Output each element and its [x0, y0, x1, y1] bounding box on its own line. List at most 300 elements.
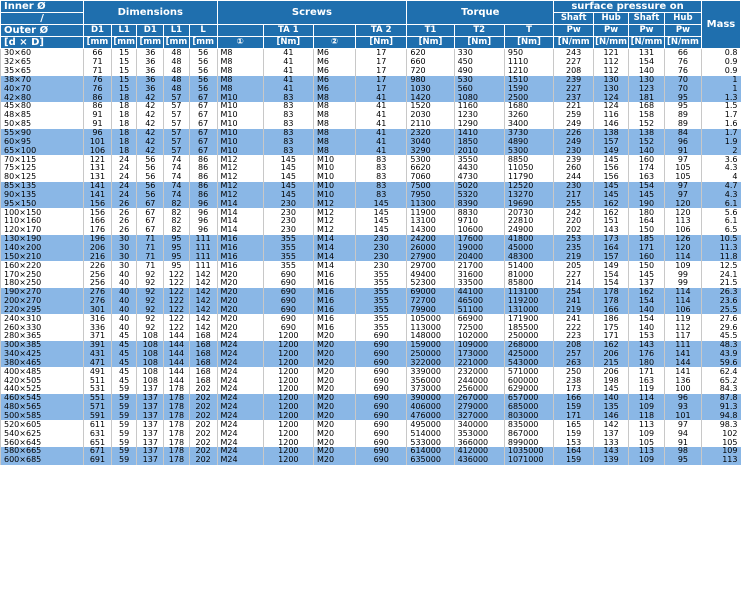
- cell-screw-1: M24: [217, 385, 263, 394]
- unit-nmm-4: [N/mm: [664, 37, 701, 49]
- cell-screw-2: M20: [313, 394, 355, 403]
- header-pw-1: Pw: [554, 25, 594, 37]
- cell-screw-1: M20: [217, 314, 263, 323]
- table-row: [1, 456, 741, 465]
- cell-l1: 45: [111, 376, 137, 385]
- cell-mass: 5.6: [701, 208, 740, 217]
- cell-l1b: 178: [164, 420, 190, 429]
- cell-screw-1: M20: [217, 305, 263, 314]
- cell-d1b: 56: [137, 182, 164, 191]
- cell-hub-pw-2: 105: [664, 164, 701, 173]
- cell-size: 50×85: [1, 120, 84, 129]
- cell-d1b: 92: [137, 323, 164, 332]
- cell-screw-2: M16: [313, 279, 355, 288]
- header-dxd: [d × D]: [1, 37, 84, 49]
- table-row: [1, 76, 741, 85]
- cell-hub-pw-2: 141: [664, 350, 701, 359]
- cell-t1: 3290: [407, 146, 454, 155]
- cell-shaft-pw-2: 113: [629, 420, 665, 429]
- cell-l1: 30: [111, 261, 137, 270]
- cell-size: 220×295: [1, 305, 84, 314]
- cell-size: 160×220: [1, 261, 84, 270]
- cell-t: 3260: [504, 111, 553, 120]
- cell-size: 85×135: [1, 182, 84, 191]
- cell-l1: 59: [111, 420, 137, 429]
- cell-d1: 76: [84, 76, 112, 85]
- cell-t1: 79900: [407, 305, 454, 314]
- cell-d1: 571: [84, 403, 112, 412]
- cell-mass: 25.5: [701, 305, 740, 314]
- cell-t2: 31600: [454, 270, 504, 279]
- cell-l1b: 95: [164, 235, 190, 244]
- cell-size: 100×150: [1, 208, 84, 217]
- cell-shaft-pw-2: 154: [629, 314, 665, 323]
- cell-shaft-pw-1: 260: [554, 164, 594, 173]
- cell-l1b: 57: [164, 102, 190, 111]
- cell-ta1: 1200: [263, 385, 313, 394]
- cell-l: 67: [189, 137, 217, 146]
- unit-mm-4: [mm: [164, 37, 190, 49]
- cell-l1: 40: [111, 270, 137, 279]
- cell-d1b: 42: [137, 111, 164, 120]
- cell-l: 202: [189, 412, 217, 421]
- cell-screw-2: M20: [313, 350, 355, 359]
- cell-hub-pw-1: 206: [594, 367, 629, 376]
- cell-hub-pw-2: 98: [664, 447, 701, 456]
- cell-screw-2: M6: [313, 49, 355, 58]
- cell-d1: 206: [84, 244, 112, 253]
- cell-d1: 101: [84, 137, 112, 146]
- cell-d1: 551: [84, 394, 112, 403]
- screw-symbol-1: ①: [217, 37, 263, 49]
- cell-t: 11050: [504, 164, 553, 173]
- table-row: [1, 429, 741, 438]
- cell-l1b: 57: [164, 146, 190, 155]
- cell-l1b: 82: [164, 199, 190, 208]
- cell-l1b: 144: [164, 367, 190, 376]
- cell-hub-pw-2: 95: [664, 456, 701, 465]
- cell-ta1: 1200: [263, 420, 313, 429]
- cell-hub-pw-1: 175: [594, 323, 629, 332]
- cell-mass: 98.3: [701, 420, 740, 429]
- cell-hub-pw-1: 156: [594, 173, 629, 182]
- table-row: [1, 129, 741, 138]
- cell-hub-pw-1: 157: [594, 252, 629, 261]
- cell-mass: 59.6: [701, 359, 740, 368]
- cell-ta1: 83: [263, 129, 313, 138]
- table-row: [1, 67, 741, 76]
- cell-ta1: 230: [263, 217, 313, 226]
- cell-d1: 316: [84, 314, 112, 323]
- cell-d1: 471: [84, 359, 112, 368]
- cell-shaft-pw-2: 190: [629, 199, 665, 208]
- header-screw-1: [217, 25, 263, 37]
- cell-shaft-pw-2: 118: [629, 412, 665, 421]
- cell-t2: 1230: [454, 111, 504, 120]
- unit-nmm-3: [N/mm: [629, 37, 665, 49]
- cell-t: 867000: [504, 429, 553, 438]
- cell-size: 32×65: [1, 58, 84, 67]
- cell-screw-2: M14: [313, 252, 355, 261]
- cell-shaft-pw-1: 217: [554, 191, 594, 200]
- cell-ta2: 17: [356, 67, 407, 76]
- cell-d1b: 36: [137, 49, 164, 58]
- cell-d1b: 108: [137, 332, 164, 341]
- cell-screw-1: M16: [217, 252, 263, 261]
- cell-hub-pw-2: 96: [664, 137, 701, 146]
- cell-shaft-pw-1: 208: [554, 67, 594, 76]
- cell-screw-2: M20: [313, 403, 355, 412]
- cell-mass: 26.3: [701, 288, 740, 297]
- cell-t2: 173000: [454, 350, 504, 359]
- cell-l: 96: [189, 226, 217, 235]
- cell-l1b: 95: [164, 261, 190, 270]
- cell-screw-2: M16: [313, 323, 355, 332]
- cell-d1b: 108: [137, 341, 164, 350]
- cell-screw-2: M16: [313, 305, 355, 314]
- cell-screw-1: M20: [217, 279, 263, 288]
- cell-t2: 1850: [454, 137, 504, 146]
- cell-hub-pw-1: 162: [594, 341, 629, 350]
- cell-t2: 5320: [454, 191, 504, 200]
- cell-size: 35×65: [1, 67, 84, 76]
- cell-t2: 46500: [454, 297, 504, 306]
- cell-ta1: 690: [263, 270, 313, 279]
- cell-t1: 2110: [407, 120, 454, 129]
- cell-l1b: 74: [164, 155, 190, 164]
- cell-ta2: 145: [356, 217, 407, 226]
- cell-screw-1: M24: [217, 332, 263, 341]
- cell-hub-pw-2: 91: [664, 146, 701, 155]
- cell-shaft-pw-1: 255: [554, 199, 594, 208]
- cell-hub-pw-2: 76: [664, 67, 701, 76]
- cell-hub-pw-1: 145: [594, 385, 629, 394]
- cell-ta2: 17: [356, 76, 407, 85]
- cell-d1b: 108: [137, 376, 164, 385]
- cell-shaft-pw-1: 164: [554, 447, 594, 456]
- cell-mass: 62.4: [701, 367, 740, 376]
- cell-screw-2: M8: [313, 146, 355, 155]
- cell-ta2: 230: [356, 244, 407, 253]
- cell-t1: 2320: [407, 129, 454, 138]
- header-t1: T1: [407, 25, 454, 37]
- table-row: [1, 199, 741, 208]
- cell-d1b: 36: [137, 58, 164, 67]
- cell-t1: 29700: [407, 261, 454, 270]
- cell-d1: 121: [84, 155, 112, 164]
- cell-screw-2: M20: [313, 376, 355, 385]
- cell-d1b: 137: [137, 412, 164, 421]
- cell-l1b: 122: [164, 279, 190, 288]
- cell-l1: 45: [111, 341, 137, 350]
- cell-l1: 24: [111, 173, 137, 182]
- cell-d1b: 92: [137, 305, 164, 314]
- cell-d1: 216: [84, 252, 112, 261]
- cell-shaft-pw-1: 227: [554, 58, 594, 67]
- cell-l1b: 122: [164, 305, 190, 314]
- cell-l1: 45: [111, 367, 137, 376]
- cell-t1: 159000: [407, 341, 454, 350]
- cell-shaft-pw-1: 153: [554, 438, 594, 447]
- cell-screw-1: M24: [217, 376, 263, 385]
- cell-screw-2: M10: [313, 155, 355, 164]
- cell-t1: 14300: [407, 226, 454, 235]
- header-d1b: D1: [137, 25, 164, 37]
- cell-ta2: 690: [356, 429, 407, 438]
- cell-screw-2: M16: [313, 297, 355, 306]
- header-hub-2: Hub: [664, 13, 701, 25]
- cell-t1: 11900: [407, 208, 454, 217]
- cell-l1: 40: [111, 297, 137, 306]
- cell-ta2: 355: [356, 323, 407, 332]
- cell-shaft-pw-2: 158: [629, 111, 665, 120]
- cell-t: 425000: [504, 350, 553, 359]
- cell-shaft-pw-1: 239: [554, 76, 594, 85]
- cell-ta1: 230: [263, 226, 313, 235]
- cell-l1: 59: [111, 385, 137, 394]
- cell-screw-2: M14: [313, 244, 355, 253]
- cell-hub-pw-2: 66: [664, 49, 701, 58]
- cell-size: 460×545: [1, 394, 84, 403]
- cell-d1b: 36: [137, 84, 164, 93]
- cell-d1b: 67: [137, 199, 164, 208]
- cell-hub-pw-2: 89: [664, 111, 701, 120]
- cell-screw-1: M12: [217, 191, 263, 200]
- cell-t2: 4430: [454, 164, 504, 173]
- cell-screw-2: M12: [313, 208, 355, 217]
- cell-d1: 141: [84, 191, 112, 200]
- cell-ta2: 690: [356, 341, 407, 350]
- cell-screw-2: M20: [313, 456, 355, 465]
- cell-t1: 72700: [407, 297, 454, 306]
- cell-d1: 91: [84, 120, 112, 129]
- cell-hub-pw-1: 178: [594, 297, 629, 306]
- table-row: [1, 420, 741, 429]
- cell-l1: 59: [111, 456, 137, 465]
- cell-shaft-pw-2: 131: [629, 49, 665, 58]
- cell-hub-pw-1: 135: [594, 403, 629, 412]
- cell-t2: 232000: [454, 367, 504, 376]
- cell-ta1: 1200: [263, 341, 313, 350]
- cell-mass: 109: [701, 447, 740, 456]
- cell-d1b: 137: [137, 429, 164, 438]
- cell-d1b: 108: [137, 367, 164, 376]
- cell-screw-1: M24: [217, 367, 263, 376]
- table-row: [1, 376, 741, 385]
- cell-hub-pw-2: 120: [664, 199, 701, 208]
- cell-l1b: 74: [164, 182, 190, 191]
- cell-l1: 40: [111, 279, 137, 288]
- cell-t: 543000: [504, 359, 553, 368]
- cell-hub-pw-2: 95: [664, 93, 701, 102]
- cell-size: 260×330: [1, 323, 84, 332]
- cell-t: 13270: [504, 191, 553, 200]
- cell-shaft-pw-1: 235: [554, 244, 594, 253]
- cell-t2: 9710: [454, 217, 504, 226]
- cell-t1: 514000: [407, 429, 454, 438]
- cell-l: 202: [189, 429, 217, 438]
- cell-l: 56: [189, 84, 217, 93]
- cell-l1b: 144: [164, 332, 190, 341]
- cell-hub-pw-1: 142: [594, 420, 629, 429]
- cell-shaft-pw-2: 109: [629, 456, 665, 465]
- table-row: [1, 323, 741, 332]
- cell-ta1: 83: [263, 146, 313, 155]
- cell-ta2: 83: [356, 173, 407, 182]
- cell-shaft-pw-1: 249: [554, 120, 594, 129]
- cell-l: 86: [189, 182, 217, 191]
- cell-l: 202: [189, 456, 217, 465]
- table-row: [1, 137, 741, 146]
- cell-ta2: 690: [356, 385, 407, 394]
- cell-mass: 113: [701, 456, 740, 465]
- unit-nm-1: [Nm]: [263, 37, 313, 49]
- cell-d1b: 71: [137, 252, 164, 261]
- cell-d1: 431: [84, 350, 112, 359]
- cell-t1: 49400: [407, 270, 454, 279]
- cell-shaft-pw-2: 174: [629, 164, 665, 173]
- unit-mm-1: [mm: [84, 37, 112, 49]
- cell-size: 340×425: [1, 350, 84, 359]
- cell-t2: 244000: [454, 376, 504, 385]
- cell-shaft-pw-1: 239: [554, 155, 594, 164]
- cell-shaft-pw-2: 152: [629, 120, 665, 129]
- cell-l1b: 74: [164, 173, 190, 182]
- cell-t: 11790: [504, 173, 553, 182]
- cell-ta2: 690: [356, 394, 407, 403]
- cell-screw-1: M10: [217, 102, 263, 111]
- cell-d1b: 67: [137, 226, 164, 235]
- cell-screw-1: M10: [217, 129, 263, 138]
- cell-l1b: 122: [164, 270, 190, 279]
- cell-d1b: 42: [137, 120, 164, 129]
- cell-ta1: 41: [263, 84, 313, 93]
- cell-screw-1: M24: [217, 394, 263, 403]
- cell-screw-2: M20: [313, 367, 355, 376]
- cell-ta2: 690: [356, 359, 407, 368]
- cell-hub-pw-2: 141: [664, 367, 701, 376]
- cell-hub-pw-1: 130: [594, 84, 629, 93]
- cell-t: 629000: [504, 385, 553, 394]
- cell-t: 8850: [504, 155, 553, 164]
- cell-mass: 11.3: [701, 244, 740, 253]
- cell-hub-pw-2: 70: [664, 76, 701, 85]
- cell-size: 540×625: [1, 429, 84, 438]
- table-row: [1, 58, 741, 67]
- cell-ta1: 145: [263, 173, 313, 182]
- cell-t1: 52300: [407, 279, 454, 288]
- cell-l1: 30: [111, 244, 137, 253]
- cell-ta2: 230: [356, 252, 407, 261]
- cell-ta2: 690: [356, 447, 407, 456]
- table-row: [1, 350, 741, 359]
- table-row: [1, 332, 741, 341]
- cell-mass: 27.6: [701, 314, 740, 323]
- cell-t: 4890: [504, 137, 553, 146]
- cell-t: 113100: [504, 288, 553, 297]
- cell-hub-pw-1: 198: [594, 376, 629, 385]
- cell-mass: 2: [701, 146, 740, 155]
- cell-mass: 0.9: [701, 58, 740, 67]
- cell-ta1: 41: [263, 67, 313, 76]
- cell-mass: 102: [701, 429, 740, 438]
- cell-screw-1: M24: [217, 403, 263, 412]
- cell-hub-pw-2: 113: [664, 217, 701, 226]
- cell-hub-pw-1: 162: [594, 208, 629, 217]
- cell-screw-2: M10: [313, 173, 355, 182]
- cell-ta2: 17: [356, 58, 407, 67]
- cell-d1b: 42: [137, 129, 164, 138]
- cell-mass: 45.5: [701, 332, 740, 341]
- cell-d1: 256: [84, 270, 112, 279]
- cell-t1: 7950: [407, 191, 454, 200]
- cell-l1b: 57: [164, 120, 190, 129]
- cell-mass: 65.2: [701, 376, 740, 385]
- cell-mass: 1: [701, 84, 740, 93]
- cell-ta2: 690: [356, 420, 407, 429]
- cell-shaft-pw-1: 244: [554, 173, 594, 182]
- cell-t2: 267000: [454, 394, 504, 403]
- cell-screw-2: M10: [313, 191, 355, 200]
- cell-hub-pw-1: 139: [594, 456, 629, 465]
- cell-d1b: 137: [137, 420, 164, 429]
- cell-screw-1: M14: [217, 226, 263, 235]
- cell-hub-pw-1: 146: [594, 412, 629, 421]
- cell-t1: 105000: [407, 314, 454, 323]
- cell-t: 1071000: [504, 456, 553, 465]
- cell-ta2: 83: [356, 182, 407, 191]
- cell-l1b: 48: [164, 84, 190, 93]
- cell-t: 1680: [504, 102, 553, 111]
- cell-hub-pw-2: 120: [664, 244, 701, 253]
- cell-shaft-pw-2: 143: [629, 341, 665, 350]
- cell-d1: 156: [84, 208, 112, 217]
- table-row: [1, 226, 741, 235]
- cell-d1b: 108: [137, 350, 164, 359]
- cell-mass: 4: [701, 173, 740, 182]
- cell-hub-pw-1: 112: [594, 58, 629, 67]
- cell-ta1: 41: [263, 58, 313, 67]
- cell-size: 420×505: [1, 376, 84, 385]
- cell-t2: 4730: [454, 173, 504, 182]
- cell-ta1: 355: [263, 244, 313, 253]
- cell-screw-1: M24: [217, 438, 263, 447]
- cell-t1: 373000: [407, 385, 454, 394]
- cell-size: 190×270: [1, 288, 84, 297]
- cell-l1b: 57: [164, 129, 190, 138]
- table-row: [1, 261, 741, 270]
- cell-l1b: 95: [164, 252, 190, 261]
- cell-size: 500×585: [1, 412, 84, 421]
- cell-l1b: 144: [164, 350, 190, 359]
- cell-ta1: 83: [263, 137, 313, 146]
- cell-l: 111: [189, 252, 217, 261]
- header-screws: Screws: [217, 1, 407, 25]
- cell-l1b: 178: [164, 412, 190, 421]
- cell-shaft-pw-2: 154: [629, 58, 665, 67]
- cell-d1: 631: [84, 429, 112, 438]
- unit-nm-3: [Nm]: [407, 37, 454, 49]
- cell-hub-pw-1: 133: [594, 438, 629, 447]
- cell-shaft-pw-2: 160: [629, 155, 665, 164]
- cell-screw-2: M20: [313, 332, 355, 341]
- cell-ta2: 83: [356, 164, 407, 173]
- cell-size: 440×525: [1, 385, 84, 394]
- cell-l1b: 48: [164, 76, 190, 85]
- cell-d1: 86: [84, 102, 112, 111]
- cell-screw-1: M8: [217, 84, 263, 93]
- cell-l1b: 122: [164, 323, 190, 332]
